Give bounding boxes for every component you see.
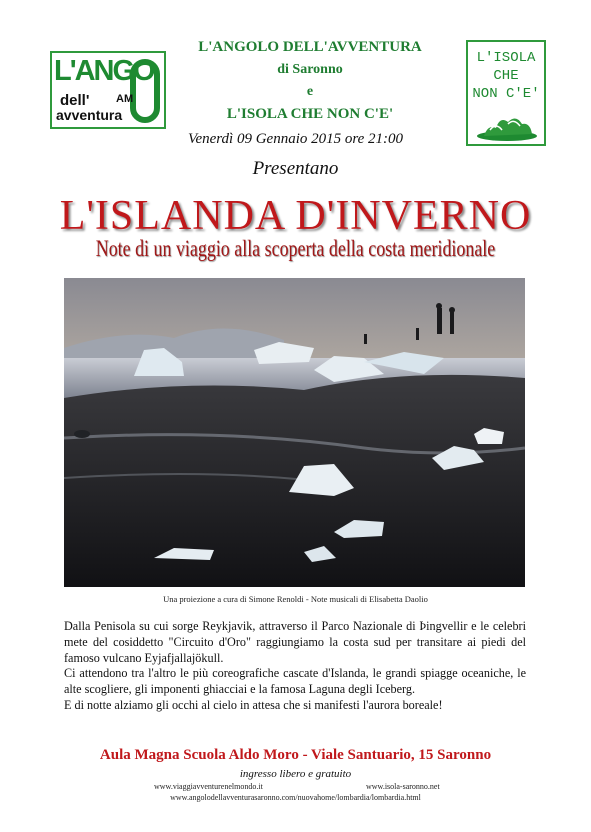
logo-right-line2: CHE	[493, 68, 519, 84]
description-paragraph-1: Dalla Penisola su cui sorge Reykjavik, attraverso il Parco Nazionale di Þingvellir e le celebri mete del cosiddetto "Circuito d'Oro" raggiungiamo la costa sud per transitare ai piedi del famoso vulcano Eyjafjallajökull.	[64, 619, 526, 665]
logo-left-avventura: avventura	[56, 107, 123, 123]
iceberg-beach-photo	[64, 278, 525, 587]
event-description	[64, 619, 526, 714]
header-organizer-2: L'ISOLA CHE NON C'E'	[226, 106, 394, 122]
description-paragraph-2: Ci attendono tra l'altro le più coreografiche cascate d'Islanda, le grandi spiagge oceaniche, le alte scogliere, gli imponenti ghiacciai e la famosa Laguna degli Iceberg.	[64, 666, 526, 697]
logo-left-wordmark: L'ANGO	[54, 55, 154, 87]
description-paragraph-3: E di notte alziamo gli occhi al cielo in attesa che si manifesti l'aurora boreale!	[64, 697, 443, 712]
website-link-1[interactable]: www.viaggiavventurenelmondo.it	[154, 782, 263, 791]
header-organizer-1: L'ANGOLO DELL'AVVENTURA	[198, 39, 422, 55]
venue-address: Aula Magna Scuola Aldo Moro - Viale Santuario, 15 Saronno	[99, 747, 492, 763]
photo-caption: Una proiezione a cura di Simone Renoldi - Note musicali di Elisabetta Daolio	[163, 594, 428, 604]
presentano-label: Presentano	[252, 158, 339, 179]
header-conjunction: e	[306, 84, 314, 99]
event-title: L'ISLANDA D'INVERNO	[59, 193, 532, 239]
logo-right-line1: L'ISOLA	[476, 50, 536, 66]
event-date: Venerdì 09 Gennaio 2015 ore 21:00	[187, 131, 404, 147]
website-link-2[interactable]: www.isola-saronno.net	[366, 782, 440, 791]
logo-left-dell: dell'	[60, 92, 90, 109]
event-subtitle: Note di un viaggio alla scoperta della costa meridionale	[95, 236, 496, 261]
website-link-3[interactable]: www.angolodellavventurasaronno.com/nuovahome/lombardia/lombardia.html	[170, 793, 421, 802]
entry-info: ingresso libero e gratuito	[239, 768, 352, 780]
logo-right-line3: NON C'E'	[472, 86, 540, 102]
logo-left-amp-mark: AM	[116, 93, 134, 105]
header-location: di Saronno	[277, 62, 343, 77]
